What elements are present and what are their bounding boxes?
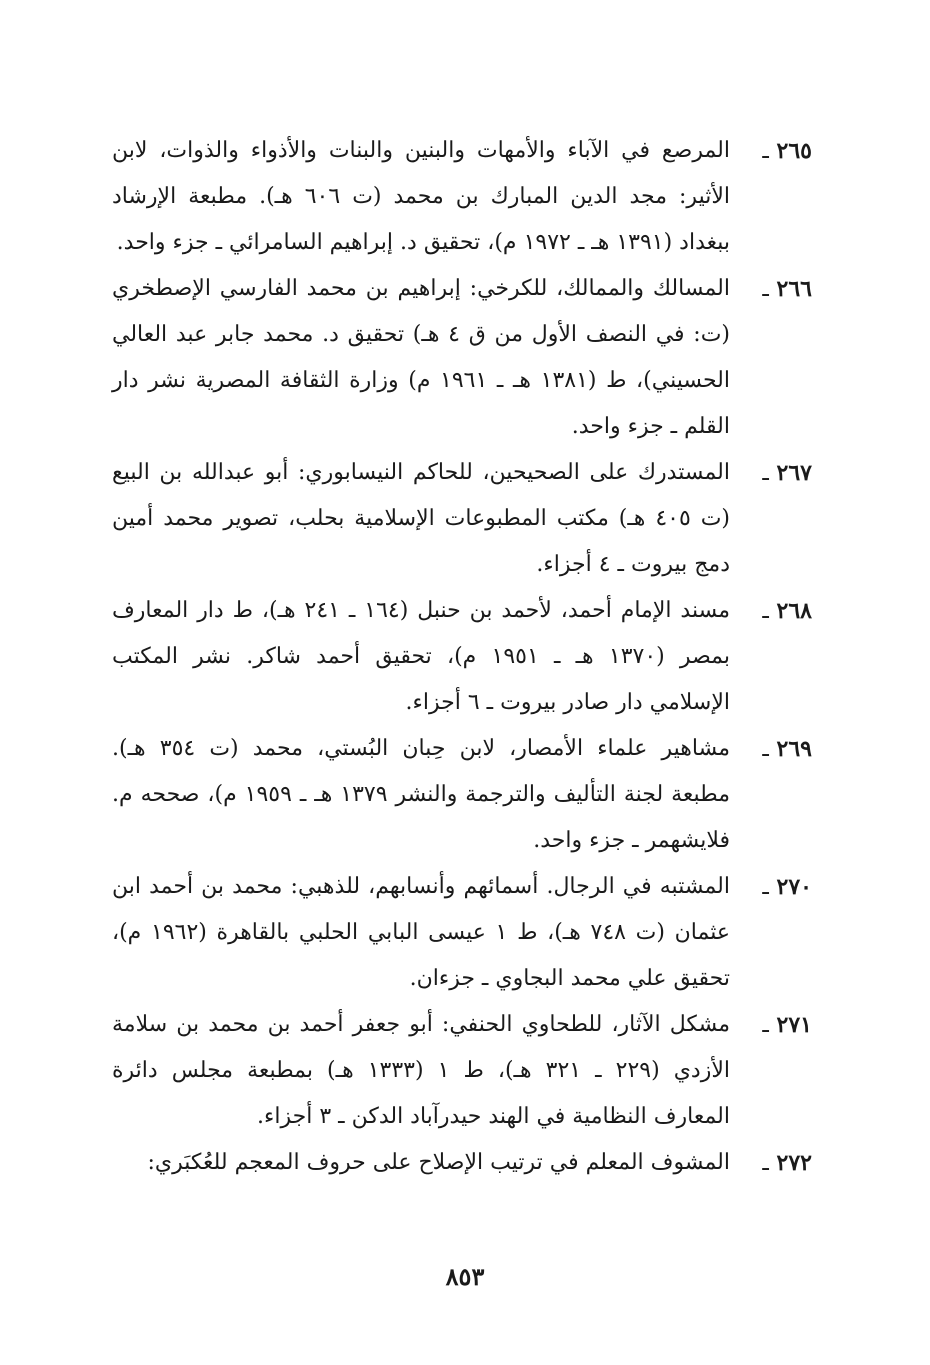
bibliography-list (112, 128, 812, 1186)
page-number: ٨٥٣ (445, 1262, 485, 1291)
bibliography-entry (112, 864, 812, 1002)
bibliography-entry (112, 266, 812, 450)
bibliography-entry (112, 1002, 812, 1140)
entry-text: مسند الإمام أحمد، لأحمد بن حنبل (١٦٤ ـ ٢٤١ هـ)، ط دار المعارف بمصر (١٣٧٠ هـ ـ ١٩٥١ م)، تحقيق أحمد شاكر. نشر المكتب الإسلامي دار صادر بيروت ـ ٦ أجزاء. (112, 598, 730, 715)
entry-number: ٢٧٢ ـ (762, 1150, 812, 1176)
entry-text: المشتبه في الرجال. أسمائهم وأنسابهم، للذهبي: محمد بن أحمد ابن عثمان (ت ٧٤٨ هـ)، ط ١ عيسى البابي الحلبي بالقاهرة (١٩٦٢ م)، تحقيق علي محمد البجاوي ـ جزءان. (112, 874, 730, 991)
bibliography-entry (112, 128, 812, 266)
entry-number: ٢٦٨ ـ (762, 598, 812, 624)
entry-text: المرصع في الآباء والأمهات والبنين والبنات والأذواء والذوات، لابن الأثير: مجد الدين المبارك بن محمد (ت ٦٠٦ هـ). مطبعة الإرشاد ببغداد (١٣٩١ هـ ـ ١٩٧٢ م)، تحقيق د. إبراهيم السامرائي ـ جزء واحد. (112, 138, 730, 255)
bibliography-entry (112, 588, 812, 726)
bibliography-entry (112, 1140, 812, 1186)
entry-number: ٢٦٩ ـ (762, 736, 812, 762)
entry-number: ٢٦٦ ـ (762, 276, 812, 302)
entry-number: ٢٦٥ ـ (762, 138, 812, 164)
bibliography-entry (112, 450, 812, 588)
entry-text: المشوف المعلم في ترتيب الإصلاح على حروف المعجم للعُكبَري: (147, 1150, 730, 1175)
bibliography-entry (112, 726, 812, 864)
entry-number: ٢٧١ ـ (762, 1012, 812, 1038)
entry-text: مشاهير علماء الأمصار، لابن حِبان البُستي، محمد (ت ٣٥٤ هـ). مطبعة لجنة التأليف والترجمة والنشر ١٣٧٩ هـ ـ ١٩٥٩ م)، صححه م. فلايشهمر ـ جزء واحد. (112, 736, 730, 853)
entry-text: المستدرك على الصحيحين، للحاكم النيسابوري: أبو عبدالله بن البيع (ت ٤٠٥ هـ) مكتب المطبوعات الإسلامية بحلب، تصوير محمد أمين دمج بيروت ـ ٤ أجزاء. (112, 460, 730, 577)
entry-number: ٢٦٧ ـ (762, 460, 812, 486)
entry-text: المسالك والممالك، للكرخي: إبراهيم بن محمد الفارسي الإصطخري (ت: في النصف الأول من ق ٤ هـ) تحقيق د. محمد جابر عبد العالي الحسيني)، ط (١٣٨١ هـ ـ ١٩٦١ م) وزارة الثقافة المصرية نشر دار القلم ـ جزء واحد. (112, 276, 730, 439)
entry-text: مشكل الآثار، للطحاوي الحنفي: أبو جعفر أحمد بن محمد بن سلامة الأزدي (٢٢٩ ـ ٣٢١ هـ)، ط ١ (١٣٣٣ هـ) بمطبعة مجلس دائرة المعارف النظامية في الهند حيدرآباد الدكن ـ ٣ أجزاء. (112, 1012, 730, 1129)
entry-number: ٢٧٠ ـ (762, 874, 812, 900)
